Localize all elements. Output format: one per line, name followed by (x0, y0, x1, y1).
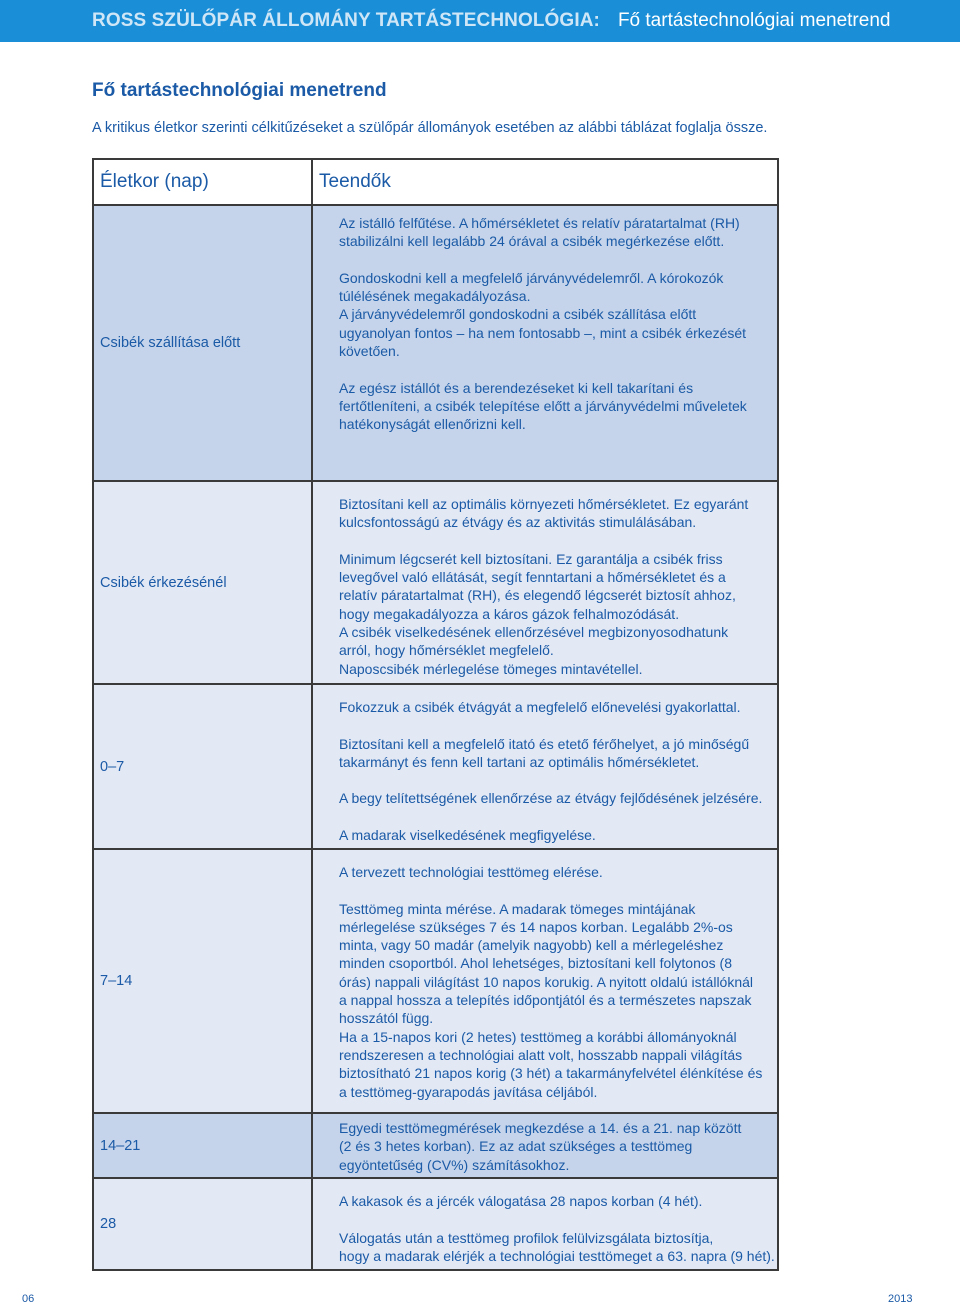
table-row-0-7 (93, 684, 778, 849)
tasks-cell (312, 481, 778, 684)
table-row-7-14 (93, 849, 778, 1113)
task-item: A tervezett technológiai testtömeg elérése. (339, 864, 603, 880)
header-brand: ROSS SZÜLŐPÁR ÁLLOMÁNY TARTÁSTECHNOLÓGIA: (92, 10, 600, 31)
page-title: Fő tartástechnológiai menetrend (92, 80, 387, 101)
task-item: Gondoskodni kell a megfelelő járványvédelemről. A kórokozók túlélésének megakadályozása. A járványvédelemről gondoskodni a csibék szállítása előtt ugyanolyan fontos – ha nem fontosabb –, mint a csibék érkezését követően. (339, 269, 747, 360)
page-number: 06 (22, 1293, 35, 1305)
task-item: Fokozzuk a csibék étvágyát a megfelelő előnevelési gyakorlattal. (339, 699, 741, 715)
task-item: Az egész istállót és a berendezéseket ki kell takarítani és fertőtleníteni, a csibék telepítése előtt a járványvédelmi műveletek hatékonyságát ellenőrizni kell. (339, 379, 747, 433)
schedule-table (92, 158, 779, 1271)
table-row-28 (93, 1178, 778, 1270)
task-item: A madarak viselkedésének megfigyelése. (339, 827, 596, 844)
task-item: A begy telítettségének ellenőrzése az étvágy fejlődésének jelzésére. (339, 790, 763, 807)
task-item: Minimum légcserét kell biztosítani. Ez garantálja a csibék friss levegővel való ellátását, segít fenntartani a hőmérsékletet és a relatív páratartalmat (RH), és elegendő légcserét biztosít ahhoz, hogy megakadályozza a káros gázok felhalmozódását. A csibék viselkedésének ellenőrzésével megbizonyosodhatunk arról, hogy hőmérséklet megfelelő. Naposcsibék mérlegelése tömeges mintavétellel. (339, 550, 736, 677)
column-header-tasks: Teendők (312, 159, 778, 205)
task-item: Válogatás után a testtömeg profilok felülvizsgálata biztosítja, hogy a madarak elérjék a technológiai testtömeget a 63. napra (9 hét). (339, 1229, 775, 1264)
tasks-cell (312, 205, 778, 481)
table-row-before-delivery (93, 205, 778, 481)
tasks-cell (312, 684, 778, 849)
task-item: A kakasok és a jércék válogatása 28 napos korban (4 hét). (339, 1193, 703, 1209)
header-bar (0, 0, 960, 42)
task-item: Biztosítani kell a megfelelő itató és etető férőhelyet, a jó minőségű takarmányt és fenn kell tartani az optimális hőmérsékletet. (339, 735, 750, 770)
task-item: Testtömeg minta mérése. A madarak tömeges mintájának mérlegelése szükséges 7 és 14 napos korban. Legalább 2%-os minta, vagy 50 madár (amelyik nagyobb) kell a mérlegeléshez minden csoportból. Ahol lehetséges, biztosítani kell folytonos (8 órás) nappali világítást 10 napos korukig. A nyitott oldalú istállóknál a nappal hossza a telepítés időpontjától és a természetes napszak hosszától függ. Ha a 15-napos kori (2 hetes) testtömeg a korábbi állományoknál rendszeresen a technológiai alatt volt, hosszabb nappali világítás biztosítható 21 napos korig (3 hét) a takarmányfelvétel élénkítése és a testtömeg-gyarapodás javítása céljából. (339, 900, 763, 1100)
tasks-cell (312, 1178, 778, 1270)
table-row-14-21 (93, 1113, 778, 1178)
tasks-cell (312, 849, 778, 1113)
tasks-cell (312, 1113, 778, 1178)
footer-year: 2013 (888, 1293, 913, 1305)
age-cell: Csibék érkezésénél (93, 481, 312, 684)
age-cell: 28 (93, 1178, 312, 1270)
age-cell: 14–21 (93, 1113, 312, 1178)
table-row-arrival (93, 481, 778, 684)
age-cell: 0–7 (93, 684, 312, 849)
column-header-age: Életkor (nap) (93, 159, 312, 205)
intro-text: A kritikus életkor szerinti célkitűzéseket a szülőpár állományok esetében az alábbi táblázat foglalja össze. (92, 120, 768, 136)
task-item: Biztosítani kell az optimális környezeti hőmérsékletet. Ez egyaránt kulcsfontosságú az étvágy és az aktivitás stimulálásában. (339, 496, 749, 531)
age-cell: 7–14 (93, 849, 312, 1113)
age-cell: Csibék szállítása előtt (93, 205, 312, 481)
header-section: Fő tartástechnológiai menetrend (617, 10, 891, 31)
task-item: Egyedi testtömegmérések megkezdése a 14. és a 21. nap között (2 és 3 hetes korban). Ez az adat szükséges a testtömeg egyöntetűség (CV%) számításokhoz. (339, 1120, 742, 1173)
task-item: Az istálló felfűtése. A hőmérsékletet és relatív páratartalmat (RH) stabilizálni kell legalább 24 órával a csibék megérkezése előtt. (339, 215, 740, 250)
